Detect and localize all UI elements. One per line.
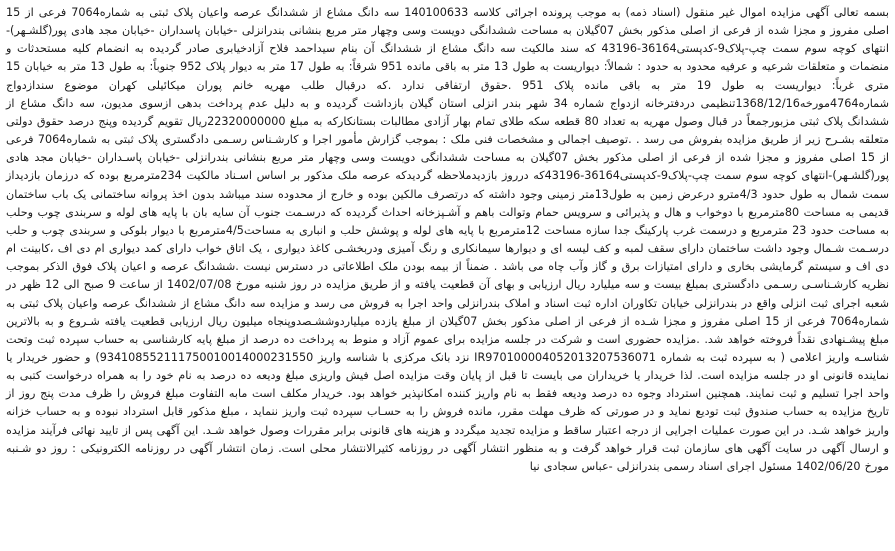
auction-notice-text: بسمه تعالی آگهی مزایده اموال غیر منقول (اسناد ذمه) به موجب پرونده اجرائی کلاسه 140100633 سه دانگ مشاع از ششدانگ عرصه واعیان پلاک ثبتی به شماره7064 فرعی از 15 اصلی مفروز و مجزا شده از فرعی از اصلی مذکور بخش 07گیلان به مساحت ششدانگی دویست وسی وچهار متر مربع بنشانی بندرانزلی -خیابان پاسداران -خیابان مجد هادی پور(گلشـهر)-انتهای کوچه سوم سمت چپ-پلاک9-کدپستی36164-43196 که سند مالکیت سه دانگ مشاع از ششدانگ آن بنام سیداحمد فلاح آزادخیابری صادر گردیده به انضمام کلیه مستحدثات و منضمات و متعلقات شرعیه و عرفیه محدود به حدود : شمالاً: دیواریست به طول 13 متر به باقی مانده 951 شرقاً: به طول 17 متر به دیوار پلاک 952 جنوباً: به طول 13 متر به خیابان 15 متری غرباً: دیواریست به طول 19 متر به باقی مانده پلاک 951 .حقوق ارتفاقی ندارد .که درقبال طلب مهریه خانم پوران میکائیلی کهران موضوع سندازدواج شماره4764مورخه1368/12/16تنظیمی دردفترخانه ازدواج شماره 34 شهر بندر انزلی استان گیلان بازداشت گردیده و به دلیل عدم پرداخت بدهی ازسوی مدیون، سه دانگ مشاع از ششدانگ پلاک ثبتی مزبورجمعاً در قبال وصول مهریه به تعداد 80 قطعه سکه طلای تمام بهار آزادی مطالبات بستانکارکه به مبلغ 22320000000ریال تقویم گردیده وپنج درصد حقوق دولتی متعلقه بشـرح زیر از طریق مزایده بفروش می رسد . .توصیف اجمالی و مشخصات فنی ملک : بموجب گزارش مأمور اجرا و کارشـناس رسـمی دادگستری پلاک ثبتی به شماره7064 فرعی از 15 اصلی مفروز و مجزا شده از فرعی از اصلی مذکور بخش 07گیلان به مساحت ششدانگی دویست وسی وچهار متر مربع بنشانی بندرانزلی -خیابان پاسـداران -خیابان مجد هادی پور(گلشـهر)-انتهای کوچه سوم سمت چپ-پلاک9-کدپستی36164-43196که درروز بازدیدملاحظه گردیدکه عرصه ملک مذکور بر اساس اسـناد مالکیت 234مترمربع بوده که درزمان بازدیداز سمت شمال به طول حدود 4/3مترو درعرض زمین به طول13متر زمینی وجود داشته که درتصرف مالکین بوده و خارج از محدوده سند میباشد بدون اخذ پروانه ساختمانی یک باب ساختمان قدیمی به مساحت 80مترمربع با دوخواب و هال و پذیرائی و سرویس حمام وتوالت باهم و آشـپزخانه احداث گردیده که درسـمت جنوب آن سایه بان با پایه های لوله و سربندی چوب وحلب به مساحت حدود 23 مترمربع و درسمت غرب پارکینگ جدا سازه مساحت 12مترمربع با پایه های لوله و پوشش حلب و انباری به مساحت4/5مترمربع با دیوار بلوکی و سربندی چوب و حلب درسـمت شـمال وجود داشت ساختمان دارای سقف لمبه و کف لیسه ای و دیوارها سیمانکاری و رنگ آمیزی ودربخشـی کاغذ دیواری ، یک اتاق خواب دارای کمد دیواری ام دی اف ،کابینت ام دی اف و سیستم گرمایشی بخاری و دارای امتیازات برق و گاز وآب چاه می باشد . ضمناً از بیمه بودن ملک اطلاعاتی در دسترس نیست .ششدانگ عرصه و اعیان پلاک فوق الذکر بموجب نظریه کارشـناسـی رسـمی دادگستری بمبلغ بیست و سه میلیارد ریال ارزیابی و بهای آن قطعیت یافته و از طریق مزایده در روز شنبه مورخ 1402/07/08 از ساعت 9 صبح الی 12 ظهر در شعبه اجرای ثبت انزلی واقع در بندرانزلی خیابان تکاوران اداره ثبت اسناد و املاک بندرانزلی واحد اجرا به فروش می رسد و مزایده سه دانگ مشاع از ششدانگ عرصه واعیان پلاک ثبتی به شماره7064 فرعی از 15 اصلی مفروز و مجزا شـده از فرعی از اصلی مذکور بخش 07گیلان از مبلغ یازده میلیاردوششـصدوپنجاه میلیون ریال ارزیابی قطعیت یافته شـروع و به بالاترین مبلغ پیشـنهادی نقداً فروخته خواهد شد. .مزایده حضوری است و شرکت در جلسه مزایده برای عموم آزاد و منوط به پرداخت ده درصد از مبلغ پایه کارشناسی به حساب سپرده ثبت وتحت شناسـه واریز اعلامی ( به سپرده ثبت به شماره IR970100004052013207536071 نزد بانک مرکزی با شناسه واریز 934108552111750010014000231550) و حضور خریدار یا نماینده قانونی او در جلسه مزایده است. لذا خریدار یا خریداران می بایست تا قبل از پایان وقت مزایده اصل فیش واریزی مبلغ ودیعه ده درصد به نام خود را به همراه درخواست کتبی به واحد اجرا تسلیم و ثبت نمایند. همچنین استرداد وجوه ده درصد ودیعه فقط به نام واریز کننده امکانپذیر خواهد بود. خریدار مکلف است مابه التفاوت مبلغ فروش را ظرف مدت پنج روز از تاریخ مزایده به حساب صندوق ثبت تودیع نماید و در صورتی که ظرف مهلت مقرر، مانده فروش را به حسـاب سپرده ثبت واریز ننماید ، مبلغ مذکور قابل استرداد نبوده و به حساب خزانه واریز خواهد شـد. در این صورت عملیات اجرایی از درجه اعتبار ساقط و مزایده تجدید میگردد و هزینه های قانونی برابر مقررات وصول خواهد شـد. این آگهی پس از تایید نهائی فرآیند مزایده و ارسال آگهی در سایت آگهی های سازمان ثبت قرار خواهد گرفت و به منظور انتشار آگهی در روزنامه کثیرالانتشار محلی است. زمان انتشار آگهی در روزنامه الکترونیکی : روز دو شـنبه مورخ 1402/06/20 مسئول اجرای اسناد رسمی بندرانزلی -عباس سجادی نیا <box>6 6 890 473</box>
